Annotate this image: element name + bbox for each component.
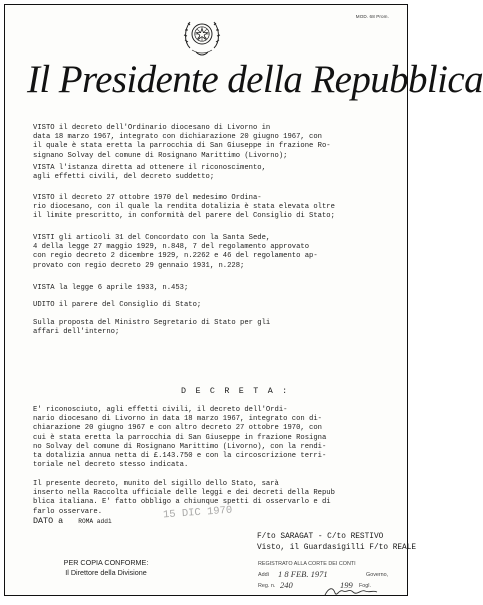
certified-copy-block xyxy=(31,558,181,577)
preamble-visto-decreto-1970: VISTO il decreto 27 ottobre 1970 del medesimo Ordina- rio diocesano, con il quale la rendita dotalizia è stata elevata oltre il limite prescritto, in conformità del parere del Consiglio di Stato; xyxy=(33,194,335,221)
preamble-visto-decreto: VISTO il decreto dell'Ordinario diocesano di Livorno in data 18 marzo 1967, integrato con dichiarazione 20 giugno 1967, con il quale è stata eretta la parrocchia di San Giuseppe in frazione Ro- signano Solvay del comune di Rosignano Marittimo (Livorno); xyxy=(33,124,331,160)
preamble-udito-parere: UDITO il parere del Consiglio di Stato; xyxy=(33,301,202,309)
decree-document-page xyxy=(4,4,483,596)
preamble-proposta-ministro: Sulla proposta del Ministro Segretario di Stato per gli affari dell'interno; xyxy=(33,319,271,337)
dato-line xyxy=(33,516,112,526)
handwritten-signature-mark xyxy=(323,585,379,599)
document-heading: Il Presidente della Repubblica xyxy=(27,58,483,101)
italian-republic-emblem-icon xyxy=(182,12,222,60)
registration-foglio: 199 xyxy=(340,580,353,590)
registration-addi: Addì xyxy=(258,572,270,578)
registration-fogl-label: Fogl. xyxy=(359,583,371,589)
preamble-vista-istanza: VISTA l'istanza diretta ad ottenere il riconoscimento, agli effetti civili, del decreto suddetto; xyxy=(33,164,266,182)
decree-article-recognition: E' riconosciuto, agli effetti civili, il decreto dell'Ordi- nario diocesano di Livorno in data 18 marzo 1967, integrato con di- chiarazione 20 giugno 1967 e con altro decreto 27 ottobre 1970, con cui è stata eretta la parrocchia di San Giuseppe in frazione Rosigna no Solvay del comune di Rosignano Marittimo (Livorno), con la rendi- ta dotalizia annua netta di £.143.750 e con la circoscrizione terri- toriale nel decreto stesso indicata. xyxy=(33,406,327,470)
signatures-block xyxy=(257,532,416,553)
form-code: MOD. 68 Prom. xyxy=(355,14,389,19)
dato-place: ROMA addì xyxy=(78,518,112,525)
signature-line-guardasigilli: Visto, il Guardasigilli F/to REALE xyxy=(257,543,417,552)
decree-article-publication: Il presente decreto, munito del sigillo dello Stato, sarà inserto nella Raccolta ufficiale delle leggi e dei decreti della Repub blica italiana. E' fatto obbligo a chiunque spetti di osservarlo e di farlo osservare. xyxy=(33,480,335,516)
signature-line-president: F/to SARAGAT - C/to RESTIVO xyxy=(257,533,384,541)
registration-reg-label: Reg. n. xyxy=(258,583,276,589)
registration-governo: Governo, xyxy=(366,572,389,578)
registration-reg-number: 240 xyxy=(280,580,293,590)
registration-date: 1 8 FEB. 1971 xyxy=(278,569,328,579)
dato-label: DATO a xyxy=(33,516,64,526)
certified-copy-title: PER COPIA CONFORME: xyxy=(63,558,149,567)
date-stamp: 15 DIC 1970 xyxy=(162,504,233,522)
certified-copy-director: Il Direttore della Divisione xyxy=(65,567,147,577)
preamble-vista-legge: VISTA la legge 6 aprile 1933, n.453; xyxy=(33,284,189,292)
decreta-heading: D E C R E T A : xyxy=(181,386,290,396)
preamble-visti-articoli: VISTI gli articoli 31 del Concordato con la Santa Sede, 4 della legge 27 maggio 1929, n.848, 7 del regolamento approvato con regio decreto 2 dicembre 1929, n.2262 e 46 del regolamento ap- provato con regio decreto 29 gennaio 1931, n.228; xyxy=(33,234,318,270)
registration-header: REGISTRATO ALLA CORTE DEI CONTI xyxy=(258,561,356,567)
